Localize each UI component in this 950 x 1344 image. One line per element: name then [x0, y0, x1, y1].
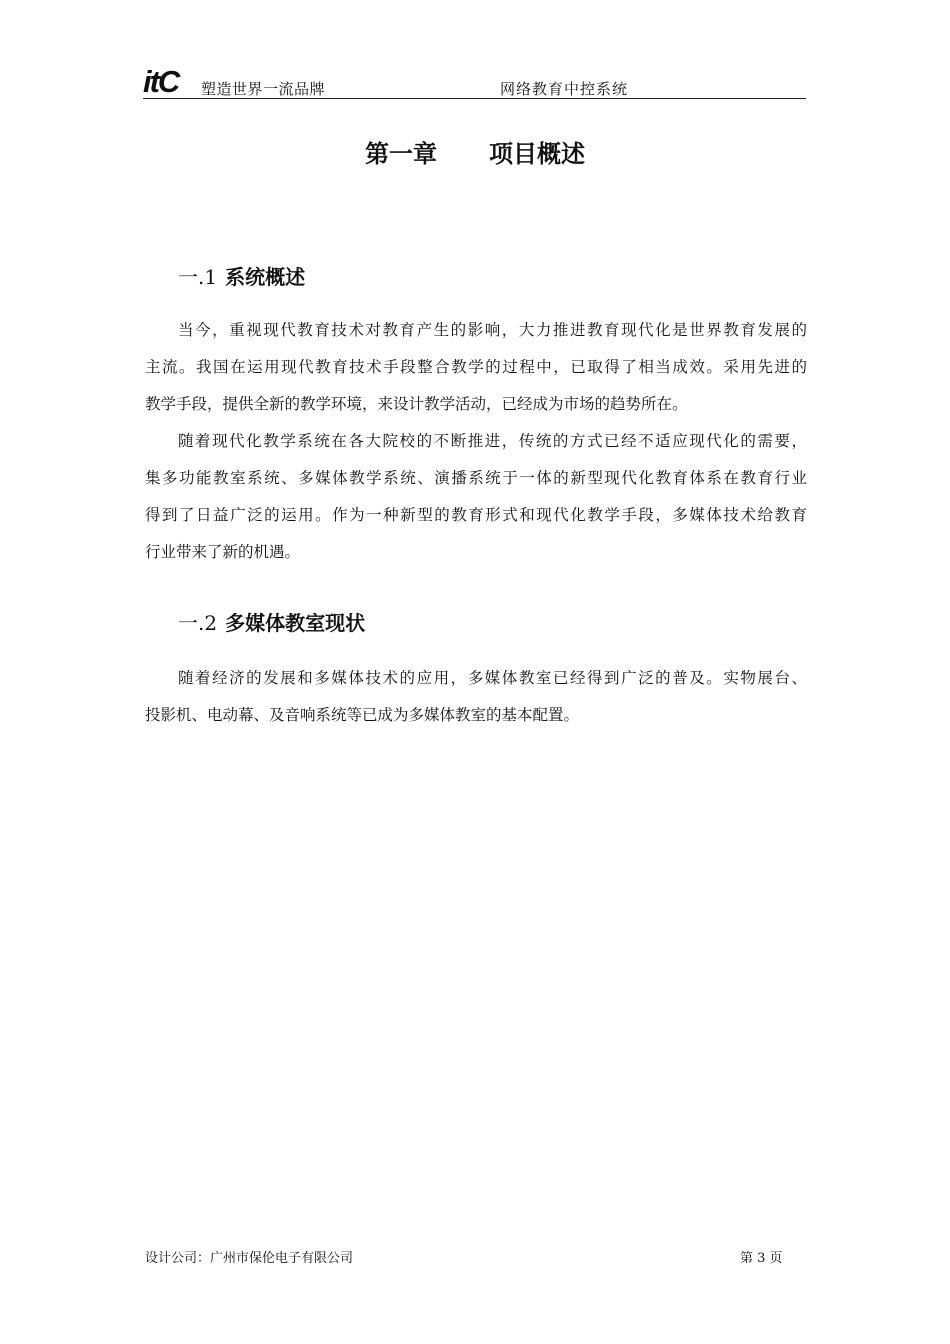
paragraph-3 — [145, 660, 807, 734]
text-line: 投影机、电动幕、及音响系统等已成为多媒体教室的基本配置。 — [145, 706, 580, 724]
text-line: 随着经济的发展和多媒体技术的应用，多媒体教室已经得到广泛的普及。实物展台、 — [178, 669, 807, 687]
section-heading-1 — [178, 261, 305, 290]
paragraph-1 — [145, 312, 807, 423]
header-title: 网络教育中控系统 — [500, 80, 629, 98]
itc-logo — [143, 66, 201, 96]
text-line: 随着现代化教学系统在各大院校的不断推进，传统的方式已经不适应现代化的需要， — [178, 432, 807, 450]
section-title: 多媒体教室现状 — [225, 611, 366, 635]
section-number: 一.2 — [178, 611, 218, 635]
logo-text: itC — [143, 66, 179, 96]
chapter-number: 第一章 — [365, 139, 437, 168]
footer-company: 设计公司：广州市保伦电子有限公司 — [145, 1251, 354, 1266]
chapter-name: 项目概述 — [489, 139, 585, 168]
section-heading-2 — [178, 607, 365, 636]
header-slogan: 塑造世界一流品牌 — [201, 80, 326, 98]
chapter-title — [0, 134, 950, 169]
section-title: 系统概述 — [225, 265, 306, 289]
footer-page-number: 第 3 页 — [740, 1251, 783, 1266]
text-line: 集多功能教室系统、多媒体教学系统、演播系统于一体的新型现代化教育体系在教育行业 — [145, 469, 807, 487]
page-header — [143, 64, 806, 99]
text-line: 得到了日益广泛的运用。作为一种新型的教育形式和现代化教学手段，多媒体技术给教育 — [145, 506, 807, 524]
text-line: 行业带来了新的机遇。 — [145, 543, 301, 561]
paragraph-2 — [145, 423, 807, 571]
text-line: 主流。我国在运用现代教育技术手段整合教学的过程中，已取得了相当成效。采用先进的 — [145, 358, 807, 376]
text-line: 教学手段，提供全新的教学环境，来设计教学活动，已经成为市场的趋势所在。 — [145, 395, 688, 413]
section-number: 一.1 — [178, 265, 218, 289]
text-line: 当今，重视现代教育技术对教育产生的影响，大力推进教育现代化是世界教育发展的 — [178, 321, 807, 339]
